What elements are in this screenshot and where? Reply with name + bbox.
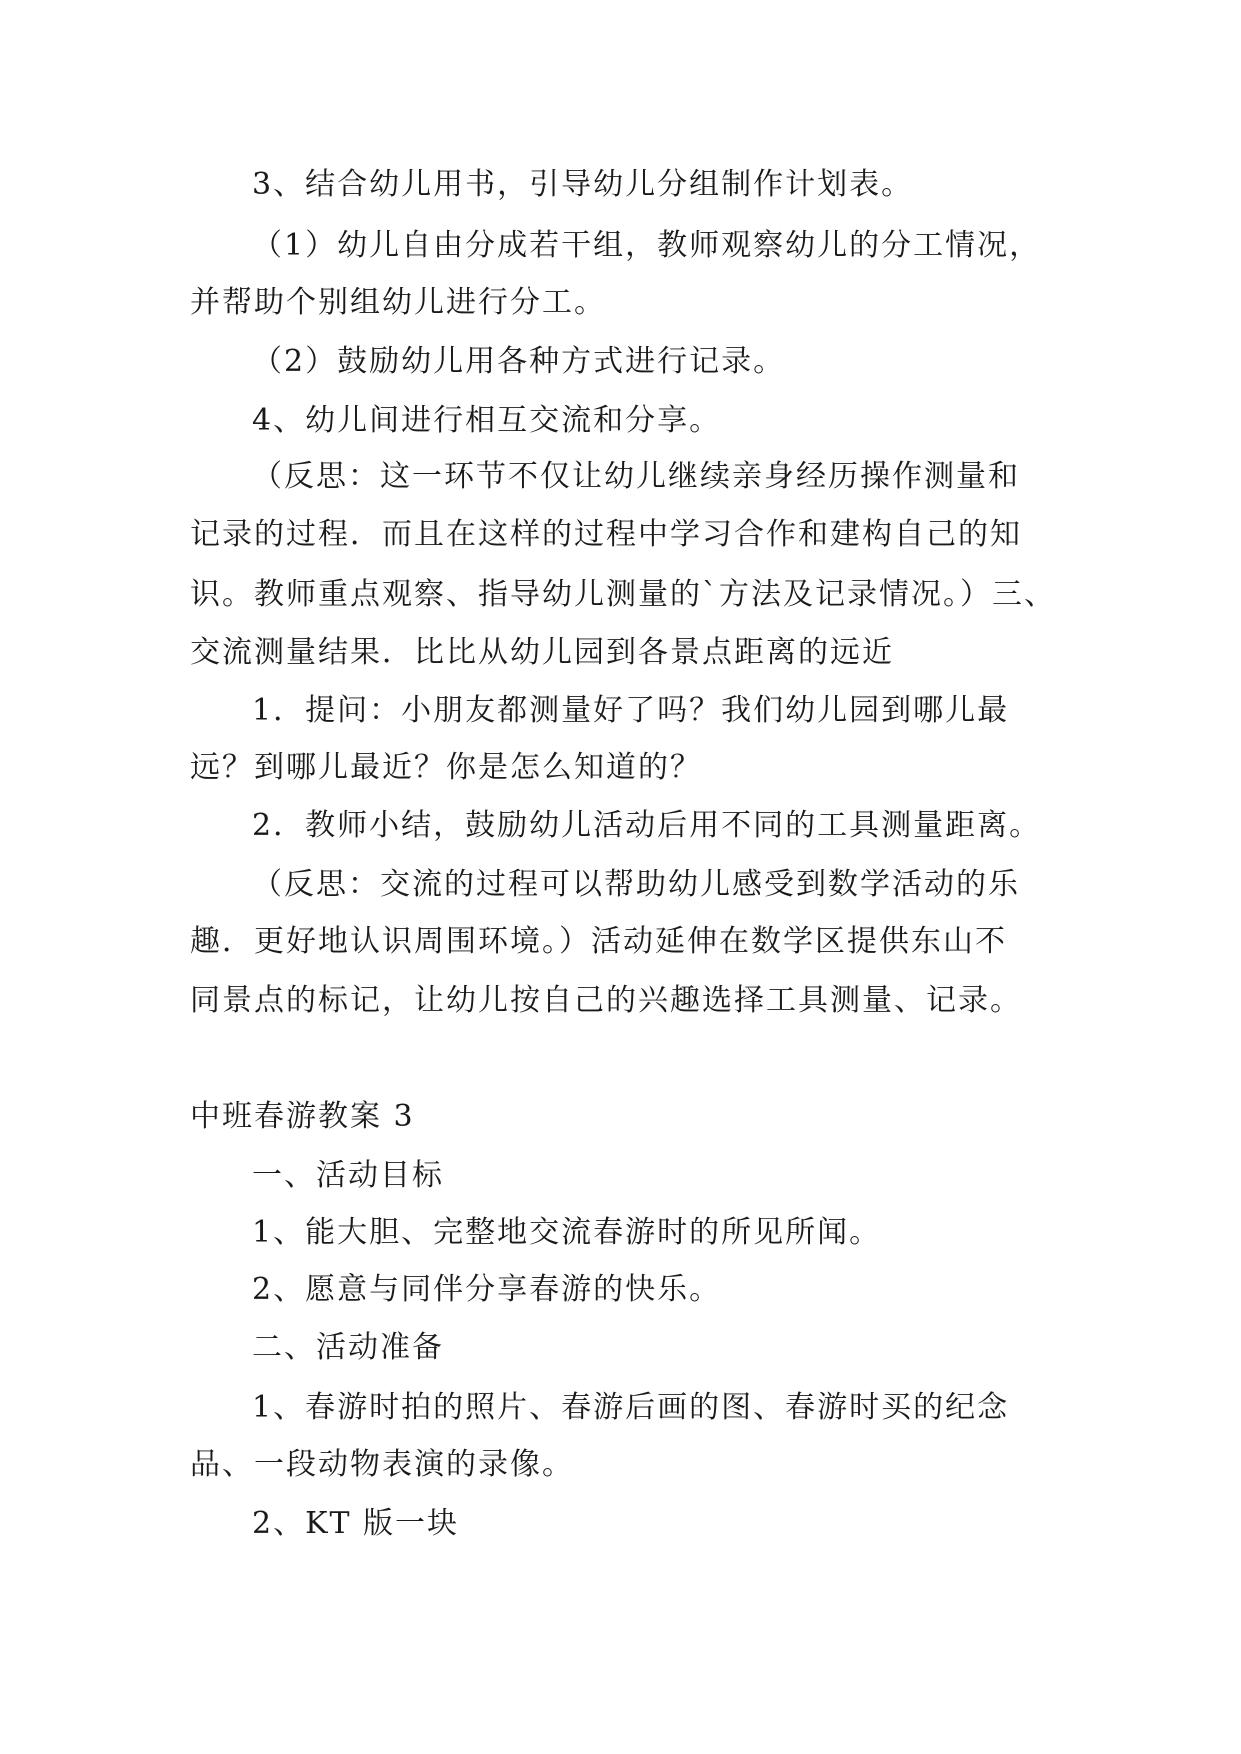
- paragraph-line: 3、结合幼儿用书，引导幼儿分组制作计划表。: [252, 167, 914, 202]
- section-title: 中班春游教案 3: [190, 1099, 415, 1134]
- section-heading: 一、活动目标: [252, 1158, 444, 1193]
- paragraph-line: （1）幼儿自由分成若干组，教师观察幼儿的分工情况，: [252, 228, 1042, 263]
- paragraph-line: 交流测量结果．比比从幼儿园到各景点距离的远近: [190, 635, 894, 670]
- paragraph-line: 识。教师重点观察、指导幼儿测量的`方法及记录情况。）三、: [190, 577, 1056, 612]
- paragraph-line: （2）鼓励幼儿用各种方式进行记录。: [252, 344, 786, 379]
- section-heading: 二、活动准备: [252, 1330, 444, 1365]
- paragraph-line: 1．提问：小朋友都测量好了吗？我们幼儿园到哪儿最: [252, 693, 1010, 728]
- paragraph-line: 1、能大胆、完整地交流春游时的所见所闻。: [252, 1215, 882, 1250]
- paragraph-line: 2．教师小结，鼓励幼儿活动后用不同的工具测量距离。: [252, 808, 1042, 843]
- paragraph-line: 品、一段动物表演的录像。: [190, 1447, 574, 1482]
- paragraph-line: 远？到哪儿最近？你是怎么知道的？: [190, 750, 702, 785]
- paragraph-line: 记录的过程．而且在这样的过程中学习合作和建构自己的知: [190, 517, 1022, 552]
- paragraph-line: 同景点的标记，让幼儿按自己的兴趣选择工具测量、记录。: [190, 983, 1022, 1018]
- paragraph-line: （反思：这一环节不仅让幼儿继续亲身经历操作测量和: [252, 459, 1020, 494]
- paragraph-line: 2、愿意与同伴分享春游的快乐。: [252, 1272, 722, 1307]
- paragraph-line: （反思：交流的过程可以帮助幼儿感受到数学活动的乐: [252, 867, 1020, 902]
- paragraph-line: 1、春游时拍的照片、春游后画的图、春游时买的纪念: [252, 1390, 1010, 1425]
- paragraph-line: 并帮助个别组幼儿进行分工。: [190, 285, 606, 320]
- paragraph-line: 4、幼儿间进行相互交流和分享。: [252, 403, 722, 438]
- paragraph-line: 2、KT 版一块: [252, 1506, 460, 1541]
- paragraph-line: 趣．更好地认识周围环境。）活动延伸在数学区提供东山不: [190, 924, 1007, 959]
